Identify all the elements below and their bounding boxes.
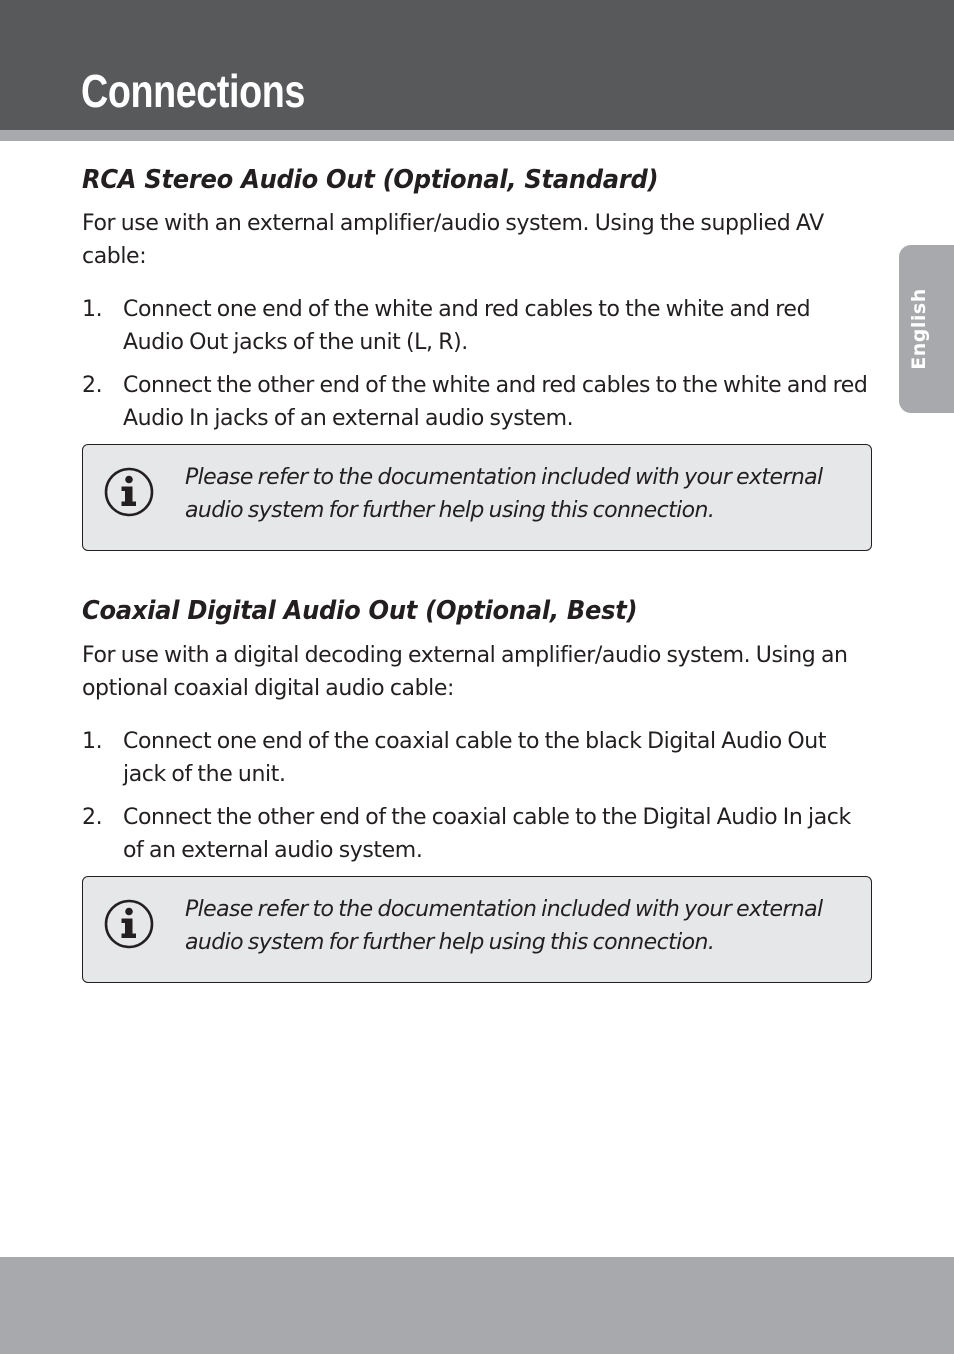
section-heading-rca: RCA Stereo Audio Out (Optional, Standard) <box>82 165 659 195</box>
step-text: Connect the other end of the coaxial cable to the Digital Audio In jack of an external audio system. <box>123 805 851 863</box>
info-icon <box>103 466 155 518</box>
section-intro-rca: For use with an external amplifier/audio system. Using the supplied AV cable: <box>82 211 824 269</box>
step-number: 2. <box>82 373 103 398</box>
page-title: Connections <box>81 65 305 117</box>
note-text: Please refer to the documentation included with your external audio system for further help using this connection. <box>185 897 823 955</box>
footer-band <box>0 1257 954 1354</box>
language-tab-label: English <box>908 288 930 370</box>
section-intro-coaxial: For use with a digital decoding external amplifier/audio system. Using an optional coaxial digital audio cable: <box>82 643 848 701</box>
step-item <box>82 293 872 359</box>
step-text: Connect one end of the white and red cables to the white and red Audio Out jacks of the unit (L, R). <box>123 297 811 355</box>
header-underline <box>0 130 954 141</box>
note-box <box>82 876 872 983</box>
section-heading-coaxial: Coaxial Digital Audio Out (Optional, Best) <box>82 596 638 626</box>
note-box <box>82 444 872 551</box>
step-text: Connect one end of the coaxial cable to the black Digital Audio Out jack of the unit. <box>123 729 827 787</box>
step-number: 1. <box>82 729 103 754</box>
note-text: Please refer to the documentation included with your external audio system for further help using this connection. <box>185 465 823 523</box>
step-item <box>82 369 872 435</box>
step-item <box>82 725 872 791</box>
step-item <box>82 801 872 867</box>
step-text: Connect the other end of the white and red cables to the white and red Audio In jacks of an external audio system. <box>123 373 868 431</box>
info-icon <box>103 898 155 950</box>
step-number: 1. <box>82 297 103 322</box>
step-number: 2. <box>82 805 103 830</box>
